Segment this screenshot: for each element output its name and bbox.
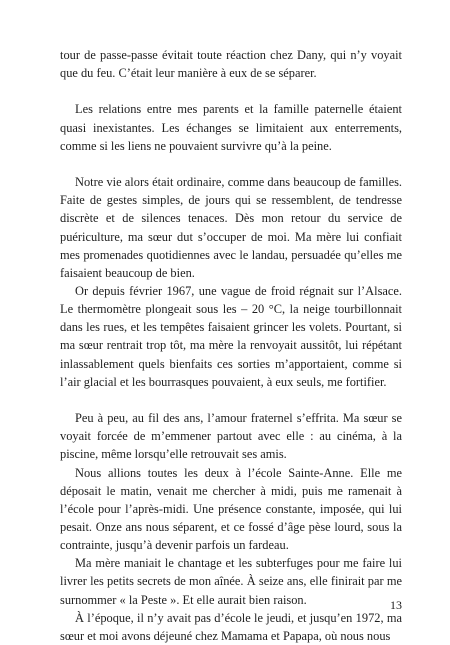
paragraph-thursday: À l’époque, il n’y avait pas d’école le jeudi, et jusqu’en 1972, ma sœur et moi avons déjeuné chez Mamama et Papapa, où nous nous [60,610,402,643]
paragraph-family-relations: Les relations entre mes parents et la famille paternelle étaient quasi inexistantes. Les échanges se limitaient aux enterrements, comme si les liens ne pouvaient survivre qu’à la peine. [60,102,402,153]
paragraph-fraternal-love: Peu à peu, au fil des ans, l’amour fraternel s’effrita. Ma sœur se voyait forcée de m’emmener partout avec elle : au cinéma, à la piscine, même lorsqu’elle retrouvait ses amis. [60,411,402,462]
paragraph-school: Nous allions toutes les deux à l’école Sainte-Anne. Elle me déposait le matin, venait me chercher à midi, puis me ramenait à l’école pour l’après-midi. Une présence constante, imposée, qui lui pesait. Onze ans nous séparent, et ce fossé d’âge pèse lourd, sous la contrainte, jusqu’à devenir parfois un fardeau. [60,465,402,553]
paragraph-blackmail: Ma mère maniait le chantage et les subterfuges pour me faire lui livrer les petits secrets de mon aînée. À seize ans, elle finirait par me surnommer « la Peste ». Et elle aurait bien raison. [60,556,402,607]
page-number: 13 [390,598,402,612]
paragraph-continuation: tour de passe-passe évitait toute réaction chez Dany, qui n’y voyait que du feu. C’était leur manière à eux de se séparer. [60,48,402,81]
body-text [60,46,402,645]
paragraph-ordinary-life: Notre vie alors était ordinaire, comme dans beaucoup de familles. Faite de gestes simples, de jours qui se ressemblent, de tendresse discrète et de silences tenaces. Dès mon retour du service de puériculture, ma sœur dut s’occuper de moi. Ma mère lui confiait mes promenades quotidiennes avec le landau, persuadée qu’elles me faisaient beaucoup de bien. [60,175,402,280]
paragraph-cold-wave: Or depuis février 1967, une vague de froid régnait sur l’Alsace. Le thermomètre plongeait sous les – 20 °C, la neige tourbillonnait dans les rues, et les tempêtes faisaient grincer les volets. Pourtant, si ma sœur rentrait trop tôt, ma mère la renvoyait aussitôt, lui répétant inlassablement quels bienfaits ces sorties m’apportaient, comme si l’air glacial et les bourrasques pouvaient, à eux seuls, me fortifier. [60,284,402,389]
